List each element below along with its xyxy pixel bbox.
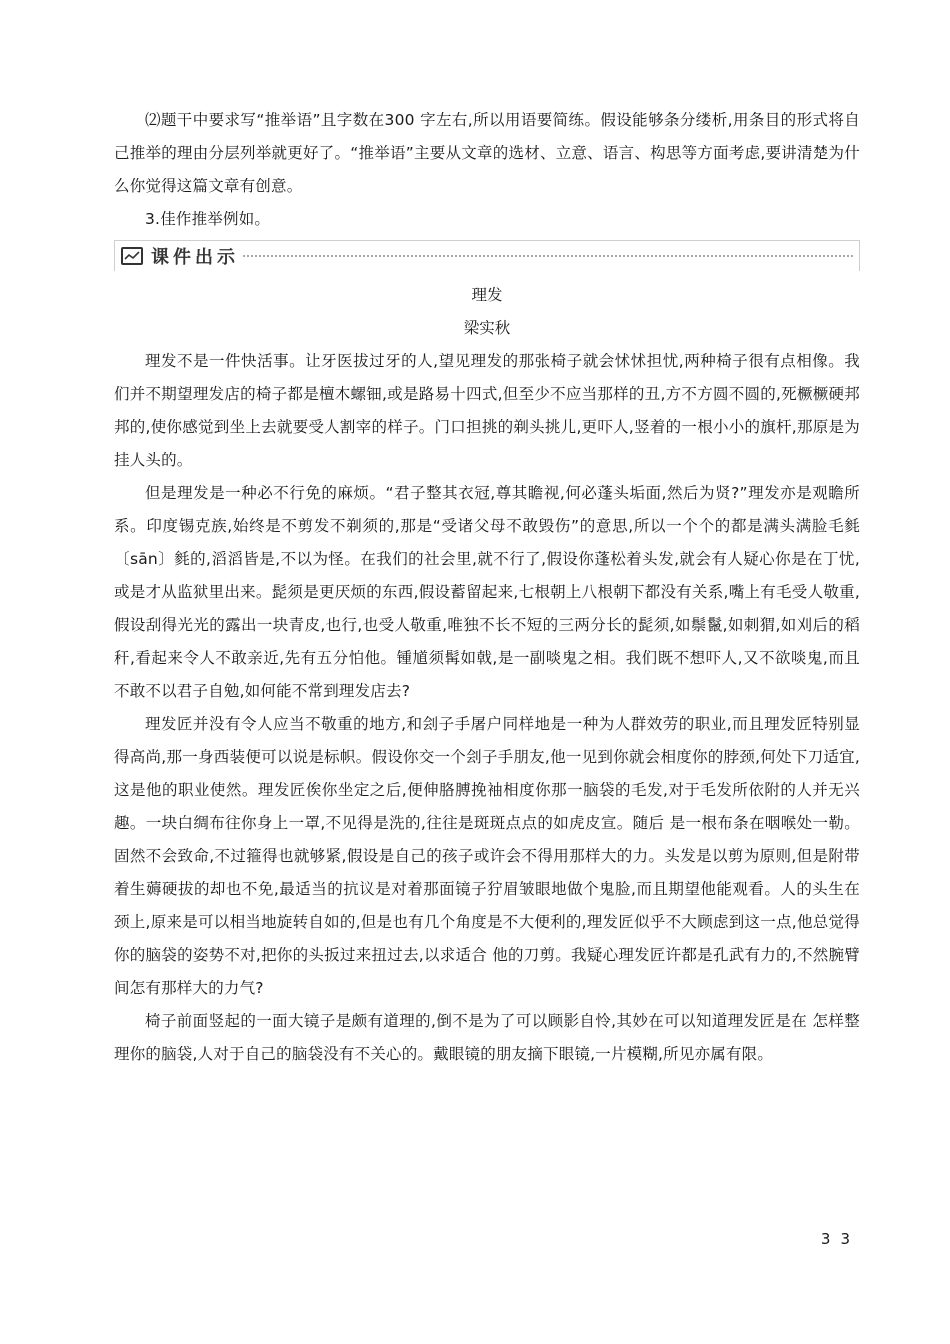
article-title: 理发 <box>471 286 503 304</box>
intro-section <box>114 104 860 236</box>
chart-icon <box>121 247 143 265</box>
article-paragraph: 理发匠并没有令人应当不敬重的地方,和刽子手屠户同样地是一种为人群效劳的职业,而且理发匠特别显得高尚,那一身西装便可以说是标帜。假设你交一个刽子手朋友,他一见到你就会相度你的脖颈,何处下刀适宜,这是他的职业使然。理发匠俟你坐定之后,便伸胳膊挽袖相度你那一脑袋的毛发,对于毛发所依附的人并无兴趣。一块白绸布往你身上一罩,不见得是洗的,往往是斑斑点点的如虎皮宣。随后 是一根布条在咽喉处一勒。固然不会致命,不过箍得也就够紧,假设是自己的孩子或许会不得用那样大的力。头发是以剪为原则,但是附带着生薅硬拔的却也不免,最适当的抗议是对着那面镜子狞眉皱眼地做个鬼脸,而且期望他能观看。人的头生在颈上,原来是可以相当地旋转自如的,但是也有几个角度是不大便利的,理发匠似乎不大顾虑到这一点,他总觉得你的脑袋的姿势不对,把你的头扳过来扭过去,以求适合 他的刀剪。我疑心理发匠许都是孔武有力的,不然腕臂间怎有那样大的力气? <box>114 715 860 997</box>
intro-paragraph-2: 3.佳作推举例如。 <box>145 210 271 228</box>
article <box>114 279 860 1071</box>
banner-divider <box>243 255 853 257</box>
article-paragraph: 理发不是一件快活事。让牙医拔过牙的人,望见理发的那张椅子就会怵怵担忧,两种椅子很有点相像。我们并不期望理发店的椅子都是檀木螺钿,或是路易十四式,但至少不应当那样的丑,方不方圆不圆的,死橛橛硬邦邦的,使你感觉到坐上去就要受人割宰的样子。门口担挑的剃头挑儿,更吓人,竖着的一根小小的旗杆,那原是为挂人头的。 <box>114 352 860 469</box>
page-number: 33 <box>820 1230 860 1248</box>
section-banner <box>114 240 860 271</box>
banner-title: 课件出示 <box>151 247 239 268</box>
article-paragraph: 椅子前面竖起的一面大镜子是颇有道理的,倒不是为了可以顾影自怜,其妙在可以知道理发匠是在 怎样整理你的脑袋,人对于自己的脑袋没有不关心的。戴眼镜的朋友摘下眼镜,一片模糊,所见亦属有限。 <box>114 1012 860 1063</box>
article-author: 梁实秋 <box>463 319 511 337</box>
document-page <box>114 104 860 1071</box>
intro-paragraph-1: ⑵题干中要求写“推举语”且字数在300 字左右,所以用语要简练。假设能够条分缕析,用条目的形式将自己推举的理由分层列举就更好了。“推举语”主要从文章的选材、立意、语言、构思等方面考虑,要讲清楚为什么你觉得这篇文章有创意。 <box>114 111 860 195</box>
article-paragraph: 但是理发是一种必不行免的麻烦。“君子整其衣冠,尊其瞻视,何必蓬头垢面,然后为贤?”理发亦是观瞻所系。印度锡克族,始终是不剪发不剃须的,那是“受诸父母不敢毁伤”的意思,所以一个个的都是满头满脸毛毵〔sān〕毵的,滔滔皆是,不以为怪。在我们的社会里,就不行了,假设你蓬松着头发,就会有人疑心你是在丁忧,或是才从监狱里出来。髭须是更厌烦的东西,假设蓄留起来,七根朝上八根朝下都没有关系,嘴上有毛受人敬重,假设刮得光光的露出一块青皮,也行,也受人敬重,唯独不长不短的三两分长的髭须,如鬃鬣,如刺猬,如刈后的稻秆,看起来令人不敢亲近,先有五分怕他。锺馗须髯如戟,是一副啖鬼之相。我们既不想吓人,又不欲啖鬼,而且不敢不以君子自勉,如何能不常到理发店去? <box>114 484 860 700</box>
